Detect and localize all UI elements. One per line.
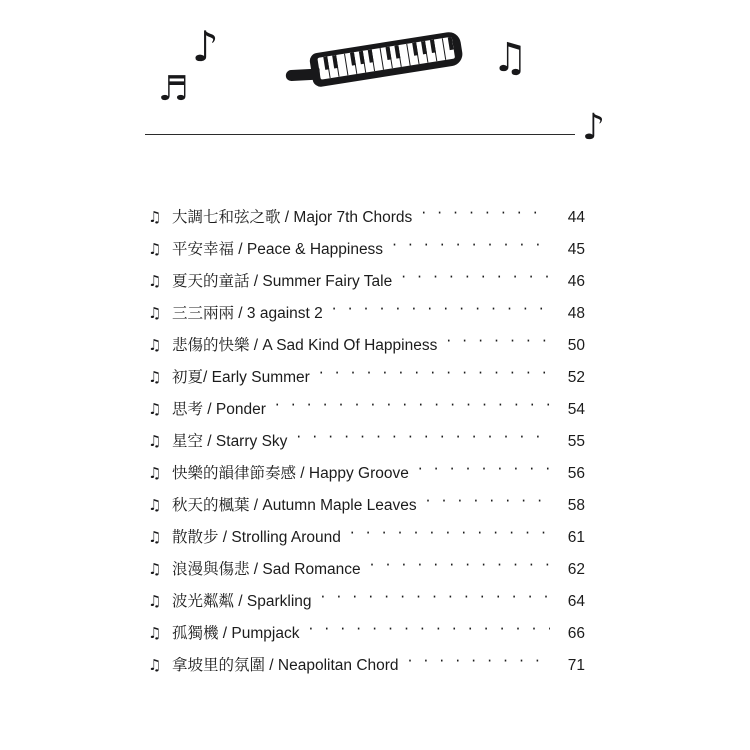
music-note-icon: ♫ (148, 400, 162, 418)
melodica-mouthpiece (286, 69, 321, 82)
toc-entry-title: 大調七和弦之歌 / Major 7th Chords (172, 209, 413, 226)
toc-entry-title: 三三兩兩 / 3 against 2 (172, 305, 323, 322)
toc-entry-title: 悲傷的快樂 / A Sad Kind Of Happiness (172, 337, 438, 354)
toc-entry[interactable] (0, 589, 750, 621)
toc-entry[interactable] (0, 429, 750, 461)
toc-entry[interactable] (0, 333, 750, 365)
beamed-notes-icon: ♬ (158, 69, 189, 109)
toc-entry-page: 45 (567, 241, 585, 258)
toc-entry-page: 64 (567, 593, 585, 610)
leader-dots (446, 336, 550, 350)
toc-entry-title: 快樂的韻律節奏感 / Happy Groove (172, 465, 409, 482)
toc-entry-page: 66 (567, 625, 585, 642)
leader-dots (392, 240, 550, 254)
leader-dots (275, 400, 550, 414)
leader-dots (426, 496, 550, 510)
music-note-icon: ♫ (148, 368, 162, 386)
leader-dots (421, 208, 550, 222)
music-note-icon: ♫ (148, 240, 162, 258)
toc-entry-title: 初夏/ Early Summer (172, 369, 310, 386)
toc-entry[interactable] (0, 653, 750, 685)
music-note-icon: ♫ (148, 528, 162, 546)
toc-entry[interactable] (0, 525, 750, 557)
music-note-icon: ♫ (148, 496, 162, 514)
toc-entry[interactable] (0, 461, 750, 493)
melodica-icon (282, 24, 468, 104)
music-note-icon: ♫ (148, 336, 162, 354)
toc-entry[interactable] (0, 493, 750, 525)
music-note-icon: ♫ (148, 560, 162, 578)
toc-entry[interactable] (0, 365, 750, 397)
leader-dots (370, 560, 550, 574)
table-of-contents (0, 205, 750, 685)
leader-dots (321, 592, 550, 606)
music-note-icon: ♫ (148, 272, 162, 290)
toc-entry-title: 波光粼粼 / Sparkling (172, 593, 312, 610)
toc-entry-page: 61 (567, 529, 585, 546)
toc-entry-title: 平安幸福 / Peace & Happiness (172, 241, 384, 258)
toc-entry-title: 秋天的楓葉 / Autumn Maple Leaves (172, 497, 417, 514)
leader-dots (401, 272, 550, 286)
leader-dots (296, 432, 550, 446)
music-note-icon: ♫ (148, 208, 162, 226)
toc-entry-page: 55 (567, 433, 585, 450)
toc-entry-title: 思考 / Ponder (172, 401, 266, 418)
leader-dots (418, 464, 550, 478)
toc-entry[interactable] (0, 205, 750, 237)
leader-dots (408, 656, 550, 670)
toc-entry-title: 夏天的童話 / Summer Fairy Tale (172, 273, 393, 290)
music-note-icon: ♫ (148, 464, 162, 482)
leader-dots (319, 368, 550, 382)
toc-entry-page: 58 (567, 497, 585, 514)
toc-entry-title: 散散步 / Strolling Around (172, 529, 341, 546)
toc-entry-page: 52 (567, 369, 585, 386)
toc-entry-title: 星空 / Starry Sky (172, 433, 288, 450)
toc-entry-title: 孤獨機 / Pumpjack (172, 625, 300, 642)
toc-entry-title: 浪漫與傷悲 / Sad Romance (172, 561, 361, 578)
leader-dots (332, 304, 550, 318)
toc-entry-page: 71 (567, 657, 585, 674)
beamed-notes-icon: ♫ (492, 35, 528, 81)
toc-entry[interactable] (0, 557, 750, 589)
toc-entry[interactable] (0, 269, 750, 301)
eighth-note-icon: ♪ (192, 22, 219, 71)
toc-entry-page: 48 (567, 305, 585, 322)
toc-entry[interactable] (0, 621, 750, 653)
music-note-icon: ♫ (148, 656, 162, 674)
toc-entry[interactable] (0, 237, 750, 269)
toc-entry-page: 62 (567, 561, 585, 578)
header-decoration (0, 0, 750, 160)
leader-dots (350, 528, 550, 542)
toc-entry-page: 54 (567, 401, 585, 418)
leader-dots (308, 624, 550, 638)
music-note-icon: ♫ (148, 624, 162, 642)
toc-entry-title: 拿坡里的氛圍 / Neapolitan Chord (172, 657, 399, 674)
toc-entry-page: 44 (567, 209, 585, 226)
header-divider (145, 134, 575, 135)
toc-entry[interactable] (0, 397, 750, 429)
toc-entry-page: 56 (567, 465, 585, 482)
toc-entry-page: 46 (567, 273, 585, 290)
toc-entry-page: 50 (567, 337, 585, 354)
toc-entry[interactable] (0, 301, 750, 333)
music-note-icon: ♫ (148, 432, 162, 450)
music-note-icon: ♫ (148, 592, 162, 610)
music-note-icon: ♫ (148, 304, 162, 322)
eighth-note-icon: ♪ (582, 107, 605, 148)
